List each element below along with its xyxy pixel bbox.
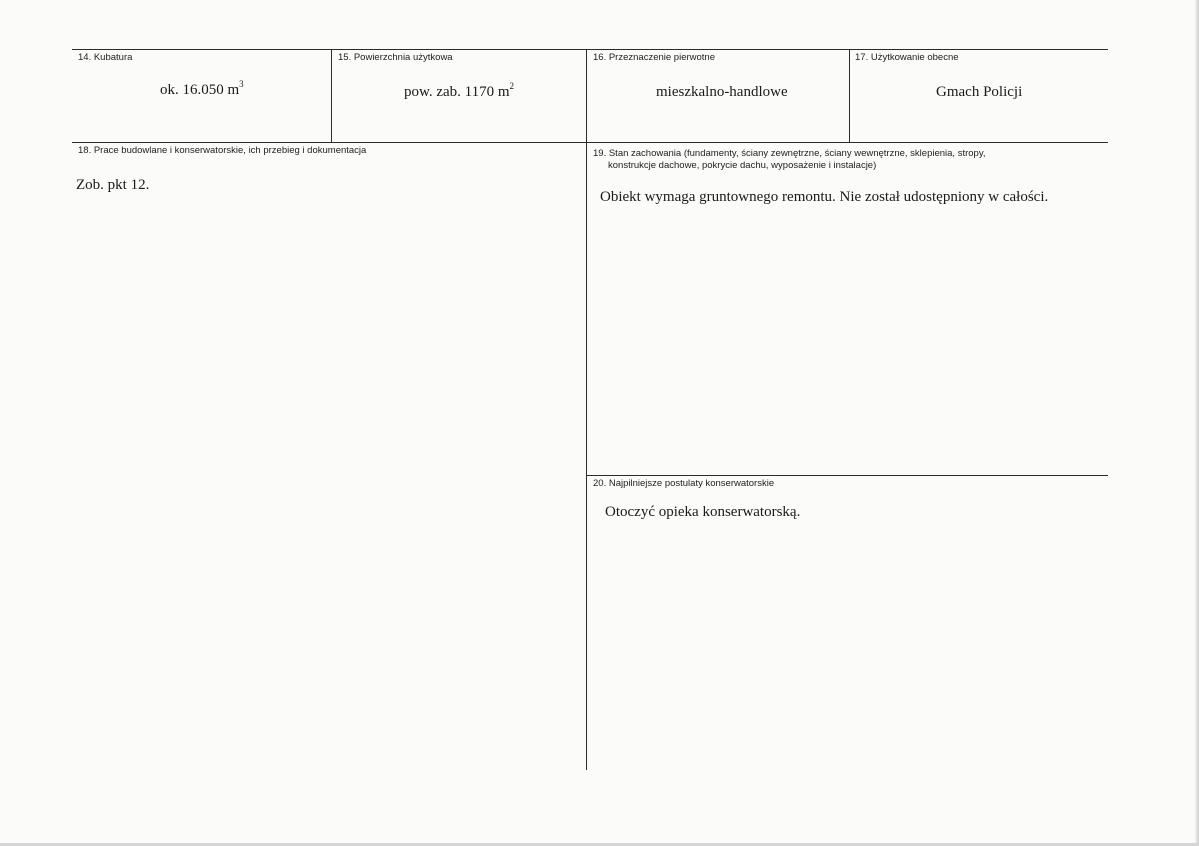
field-20-label: 20. Najpilniejsze postulaty konserwatorskie (593, 478, 775, 489)
field-20-border (586, 475, 1108, 476)
field-19-label-line1: 19. Stan zachowania (fundamenty, ściany zewnętrzne, ściany wewnętrzne, sklepienia, stropy, (593, 148, 986, 159)
divider-16-17 (849, 49, 850, 142)
field-17-value: Gmach Policji (936, 84, 1023, 100)
second-row-border (72, 142, 1108, 143)
field-18-value: Zob. pkt 12. (76, 177, 150, 193)
field-20-value: Otoczyć opieka konserwatorską. (605, 504, 801, 520)
center-divider (586, 142, 587, 770)
field-14-value-exponent: 3 (239, 79, 244, 89)
divider-15-16 (586, 49, 587, 142)
field-14-value (160, 79, 244, 99)
field-16-label: 16. Przeznaczenie pierwotne (593, 52, 715, 63)
field-15-value-exponent: 2 (509, 81, 515, 91)
field-15-value (404, 81, 515, 101)
field-19-value: Obiekt wymaga gruntownego remontu. Nie został udostępniony w całości. (600, 189, 1049, 205)
field-16-value: mieszkalno-handlowe (656, 84, 788, 100)
top-row-border (72, 49, 1108, 50)
field-14-label: 14. Kubatura (78, 52, 133, 63)
field-18-label: 18. Prace budowlane i konserwatorskie, ich przebieg i dokumentacja (78, 145, 367, 156)
page-edge-right (1195, 0, 1199, 846)
field-15-label: 15. Powierzchnia użytkowa (338, 52, 453, 63)
field-14-value-number: ok. 16.050 m (160, 82, 240, 98)
field-19-label (593, 148, 1103, 172)
divider-14-15 (331, 49, 332, 142)
field-15-value-number: pow. zab. 1170 m (404, 84, 510, 100)
field-17-label: 17. Użytkowanie obecne (855, 52, 959, 63)
field-19-label-line2: konstrukcje dachowe, pokrycie dachu, wyposażenie i instalacje) (608, 160, 877, 171)
